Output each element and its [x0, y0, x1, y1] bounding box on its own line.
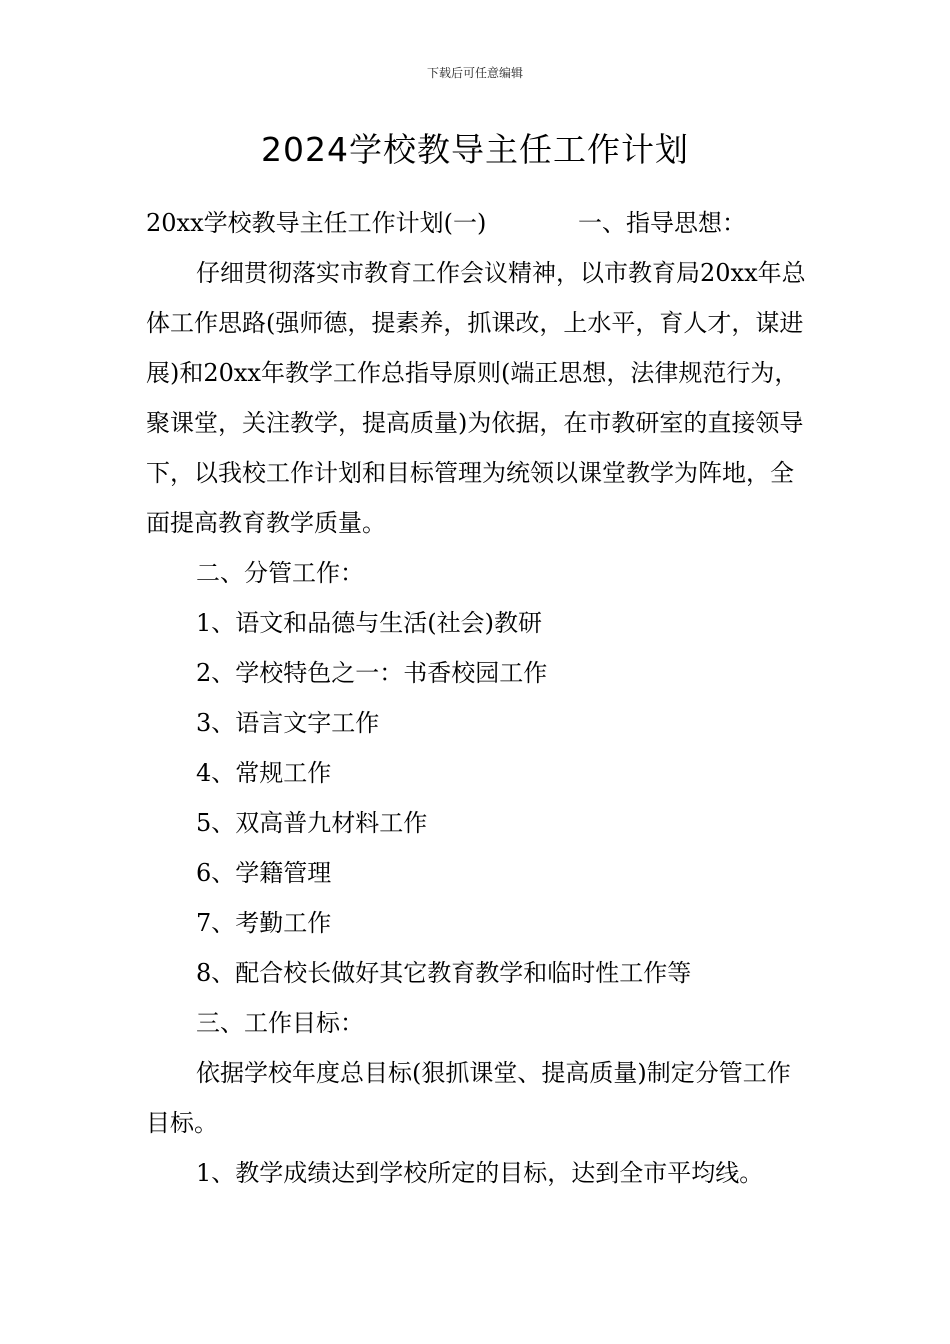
duty-item-3: 3、语言文字工作: [196, 709, 380, 737]
duty-item-1: 1、语文和品德与生活(社会)教研: [196, 609, 542, 637]
duty-item-2: 2、学校特色之一：书香校园工作: [196, 659, 548, 687]
duty-item-4: 4、常规工作: [196, 759, 332, 787]
document-body: [146, 198, 806, 1198]
section-3-heading: 三、工作目标：: [196, 1009, 364, 1037]
subtitle-line: [146, 198, 746, 248]
duty-item-8: 8、配合校长做好其它教育教学和临时性工作等: [196, 959, 692, 987]
goal-item-1: 1、教学成绩达到学校所定的目标，达到全市平均线。: [196, 1159, 764, 1187]
duty-item-6: 6、学籍管理: [196, 859, 332, 887]
page-header-note: 下载后可任意编辑: [426, 66, 523, 80]
duty-item-7: 7、考勤工作: [196, 909, 332, 937]
section-1-heading: 一、指导思想：: [578, 209, 746, 237]
work-goals-paragraph: 依据学校年度总目标(狠抓课堂、提高质量)制定分管工作目标。: [146, 1059, 791, 1137]
guiding-ideology-paragraph: 仔细贯彻落实市教育工作会议精神，以市教育局20xx年总体工作思路(强师德，提素养，抓课改，上水平，育人才，谋进展)和20xx年教学工作总指导原则(端正思想，法律规范行为，聚课堂，关注教学，提高质量)为依据，在市教研室的直接领导下，以我校工作计划和目标管理为统领以课堂教学为阵地，全面提高教育教学质量。: [146, 259, 806, 537]
section-2-heading: 二、分管工作：: [196, 559, 364, 587]
document-title: 2024学校教导主任工作计划: [261, 130, 689, 169]
plan-subtitle: 20xx学校教导主任工作计划(一): [146, 209, 487, 237]
duty-item-5: 5、双高普九材料工作: [196, 809, 428, 837]
